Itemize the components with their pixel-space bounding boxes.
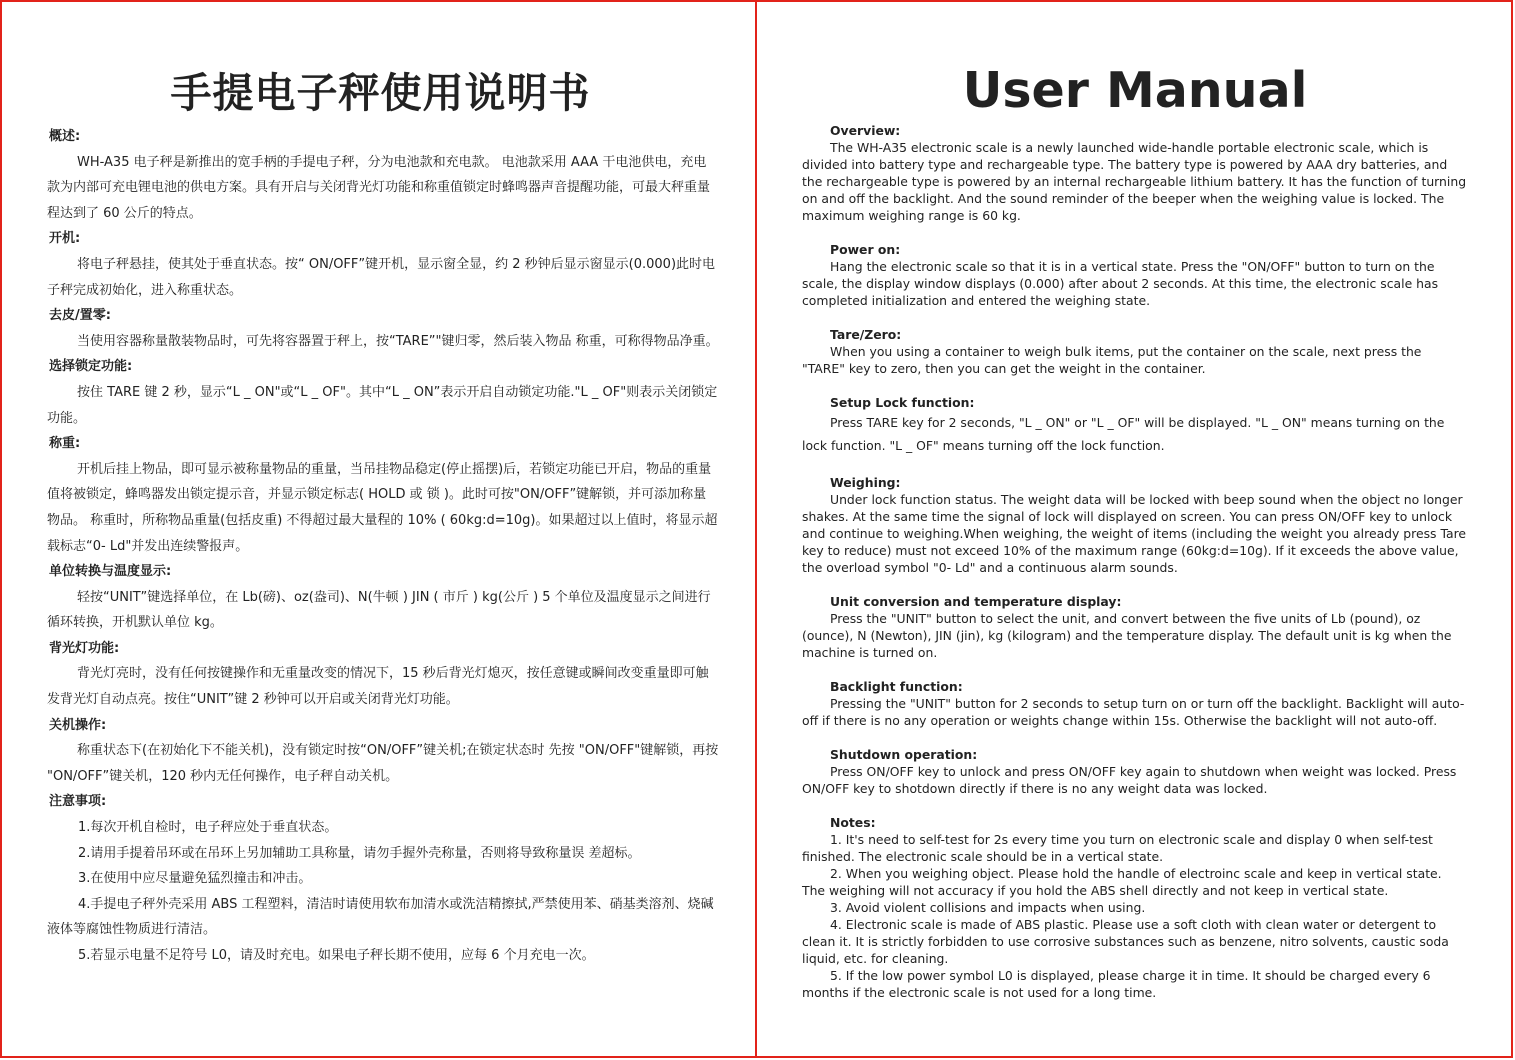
english-manual-body (802, 122, 1468, 1018)
note-item: 5. If the low power symbol L0 is displayed, please charge it in time. It should be charged every 6 months if the electronic scale is not used for a long time. (802, 968, 1431, 1000)
section-paragraph: Hang the electronic scale so that it is in a vertical state. Press the "ON/OFF" button to turn on the scale, the display window displays (0.000) after about 2 seconds. At this time, the electronic scale has completed initialization and entered the weighing state. (802, 259, 1439, 308)
section-heading: Weighing: (830, 475, 901, 490)
note-item: 3.在使用中应尽量避免猛烈撞击和冲击。 (78, 871, 312, 887)
section-paragraph: 轻按“UNIT”键选择单位，在 Lb(磅)、oz(盎司)、N(牛顿 ) JIN ( 市斤 ) kg(公斤 ) 5 个单位及温度显示之间进行循环转换，开机默认单位 kg。 (47, 589, 711, 631)
note-item: 5.若显示电量不足符号 L0，请及时充电。如果电子秤长期不使用，应每 6 个月充电一次。 (78, 948, 595, 963)
page-title: 手提电子秤使用说明书 (170, 69, 591, 117)
section-paragraph: WH-A35 电子秤是新推出的宽手柄的手提电子秤，分为电池款和充电款。 电池款采用 AAA 干电池供电，充电款为内部可充电锂电池的供电方案。具有开启与关闭背光灯功能和称重值锁定时蜂鸣器声音提醒功能，可最大秤重量程达到了 60 公斤的特点。 (47, 154, 711, 221)
manual-section (802, 122, 1468, 224)
section-heading: Notes: (830, 815, 876, 830)
section-heading: Backlight function: (830, 679, 963, 694)
section-paragraph: 将电子秤悬挂，使其处于垂直状态。按“ ON/OFF”键开机，显示窗全显，约 2 秒钟后显示窗显示(0.000)此时电子秤完成初始化，进入称重状态。 (47, 256, 716, 298)
note-item: 3. Avoid violent collisions and impacts when using. (830, 900, 1146, 915)
manual-section (802, 746, 1468, 797)
section-paragraph: 称重状态下(在初始化下不能关机)，没有锁定时按“ON/OFF”键关机;在锁定状态时 先按 "ON/OFF"键解锁，再按 "ON/OFF”键关机，120 秒内无任何操作，电子秤自动关机。 (47, 743, 719, 784)
section-heading: 去皮/置零: (49, 308, 111, 324)
note-item: 1. It's need to self-test for 2s every time you turn on electronic scale and display 0 when self-test finished. The electronic scale should be in a vertical state. (802, 832, 1433, 864)
section-heading: 注意事项: (49, 794, 107, 810)
note-item: 2.请用手提着吊环或在吊环上另加辅助工具称量，请勿手握外壳称量，否则将导致称量误 差超标。 (78, 845, 641, 861)
section-paragraph: When you using a container to weigh bulk items, put the container on the scale, next press the "TARE" key to zero, then you can get the weight in the container. (802, 344, 1422, 376)
section-paragraph: Press ON/OFF key to unlock and press ON/OFF key again to shutdown when weight was locked. Press ON/OFF key to shotdown directly if there is no any weight data was locked. (802, 764, 1457, 796)
manual-section (802, 474, 1468, 576)
section-heading: 概述: (49, 129, 81, 144)
note-item: 4.手提电子秤外壳采用 ABS 工程塑料，清洁时请使用软布加清水或洗洁精擦拭,严禁使用苯、硝基类溶剂、烧碱液体等腐蚀性物质进行清洁。 (47, 896, 714, 938)
manual-section (802, 241, 1468, 309)
section-heading: Unit conversion and temperature display: (830, 594, 1122, 609)
section-heading: 单位转换与温度显示: (49, 564, 172, 580)
section-paragraph: 当使用容器称量散装物品时，可先将容器置于秤上，按“TARE”"键归零，然后装入物品 称重，可称得物品净重。 (77, 333, 719, 349)
section-heading: Setup Lock function: (830, 395, 975, 410)
section-heading: 选择锁定功能: (49, 359, 133, 375)
section-heading: Overview: (830, 123, 901, 138)
manual-section (802, 814, 1468, 1001)
section-heading: Power on: (830, 242, 901, 257)
page-title: User Manual (962, 62, 1308, 119)
note-item: 2. When you weighing object. Please hold the handle of electroinc scale and keep in vertical state. The weighing will not accuracy if you hold the ABS shell directly and not keep in vertical state. (802, 866, 1442, 898)
section-heading: 称重: (49, 436, 81, 452)
section-paragraph: Pressing the "UNIT" button for 2 seconds to setup turn on or turn off the backlight. Backlight will auto-off if there is no any operation or weights change within 15s. Otherwise the backlight will not auto-off. (802, 696, 1465, 728)
section-paragraph: The WH-A35 electronic scale is a newly launched wide-handle portable electronic scale, which is divided into battery type and rechargeable type. The battery type is powered by AAA dry batteries, and the rechargeable type is powered by an internal rechargeable lithium battery. It has the function of turning on and off the backlight. And the sound reminder of the beeper when the weighing value is locked. The maximum weighing range is 60 kg. (802, 140, 1467, 223)
section-paragraph: Press TARE key for 2 seconds, "L _ ON" or "L _ OF" will be displayed. "L _ ON" means turning on the lock function. "L _ OF" means turning off the lock function. (802, 415, 1445, 453)
manual-section (802, 326, 1468, 377)
note-item: 1.每次开机自检时，电子秤应处于垂直状态。 (78, 820, 338, 836)
manual-section (802, 678, 1468, 729)
section-paragraph: 开机后挂上物品，即可显示被称量物品的重量，当吊挂物品稳定(停止摇摆)后，若锁定功能已开启，物品的重量值将被锁定，蜂鸣器发出锁定提示音，并显示锁定标志( HOLD 或 锁 )。此时可按"ON/OFF”键解锁，并可添加称量物品。 称重时，所称物品重量(包括皮重) 不得超过最大量程的 10% ( 60kg:d=10g)。如果超过以上值时，将显示超载标志“0- Ld"并发出连续警报声。 (47, 461, 718, 554)
section-heading: 背光灯功能: (49, 640, 120, 656)
chinese-manual-body (47, 124, 719, 969)
section-heading: Tare/Zero: (830, 327, 902, 342)
section-paragraph: 按住 TARE 键 2 秒，显示“L _ ON"或“L _ OF"。其中“L _ ON”表示开启自动锁定功能."L _ OF"则表示关闭锁定功能。 (47, 384, 718, 426)
english-manual-page (755, 0, 1513, 1058)
section-heading: Shutdown operation: (830, 747, 978, 762)
manual-section (802, 394, 1468, 457)
section-heading: 关机操作: (49, 717, 107, 733)
section-paragraph: Press the "UNIT" button to select the unit, and convert between the five units of Lb (pound), oz (ounce), N (Newton), JIN (jin), kg (kilogram) and the temperature display. The default unit is kg when the machine is turned on. (802, 611, 1452, 660)
section-paragraph: 背光灯亮时，没有任何按键操作和无重量改变的情况下，15 秒后背光灯熄灭，按任意键或瞬间改变重量即可触发背光灯自动点亮。按住“UNIT”键 2 秒钟可以开启或关闭背光灯功能。 (47, 666, 709, 708)
note-item: 4. Electronic scale is made of ABS plastic. Please use a soft cloth with clean water or detergent to clean it. It is strictly forbidden to use corrosive substances such as benzene, nitro solvents, caustic soda liquid, etc. for cleaning. (802, 917, 1449, 966)
section-paragraph: Under lock function status. The weight data will be locked with beep sound when the object no longer shakes. At the same time the signal of lock will displayed on screen. You can press ON/OFF key to unlock and continue to weighing.When weighing, the weight of items (including the weight you already press Tare key to reduce) must not exceed 10% of the maximum range (60kg:d=10g). If it exceeds the above value, the overload symbol "0- Ld" and a continuous alarm sounds. (802, 492, 1467, 575)
manual-section (802, 593, 1468, 661)
section-heading: 开机: (49, 231, 81, 247)
chinese-manual-page (0, 0, 757, 1058)
